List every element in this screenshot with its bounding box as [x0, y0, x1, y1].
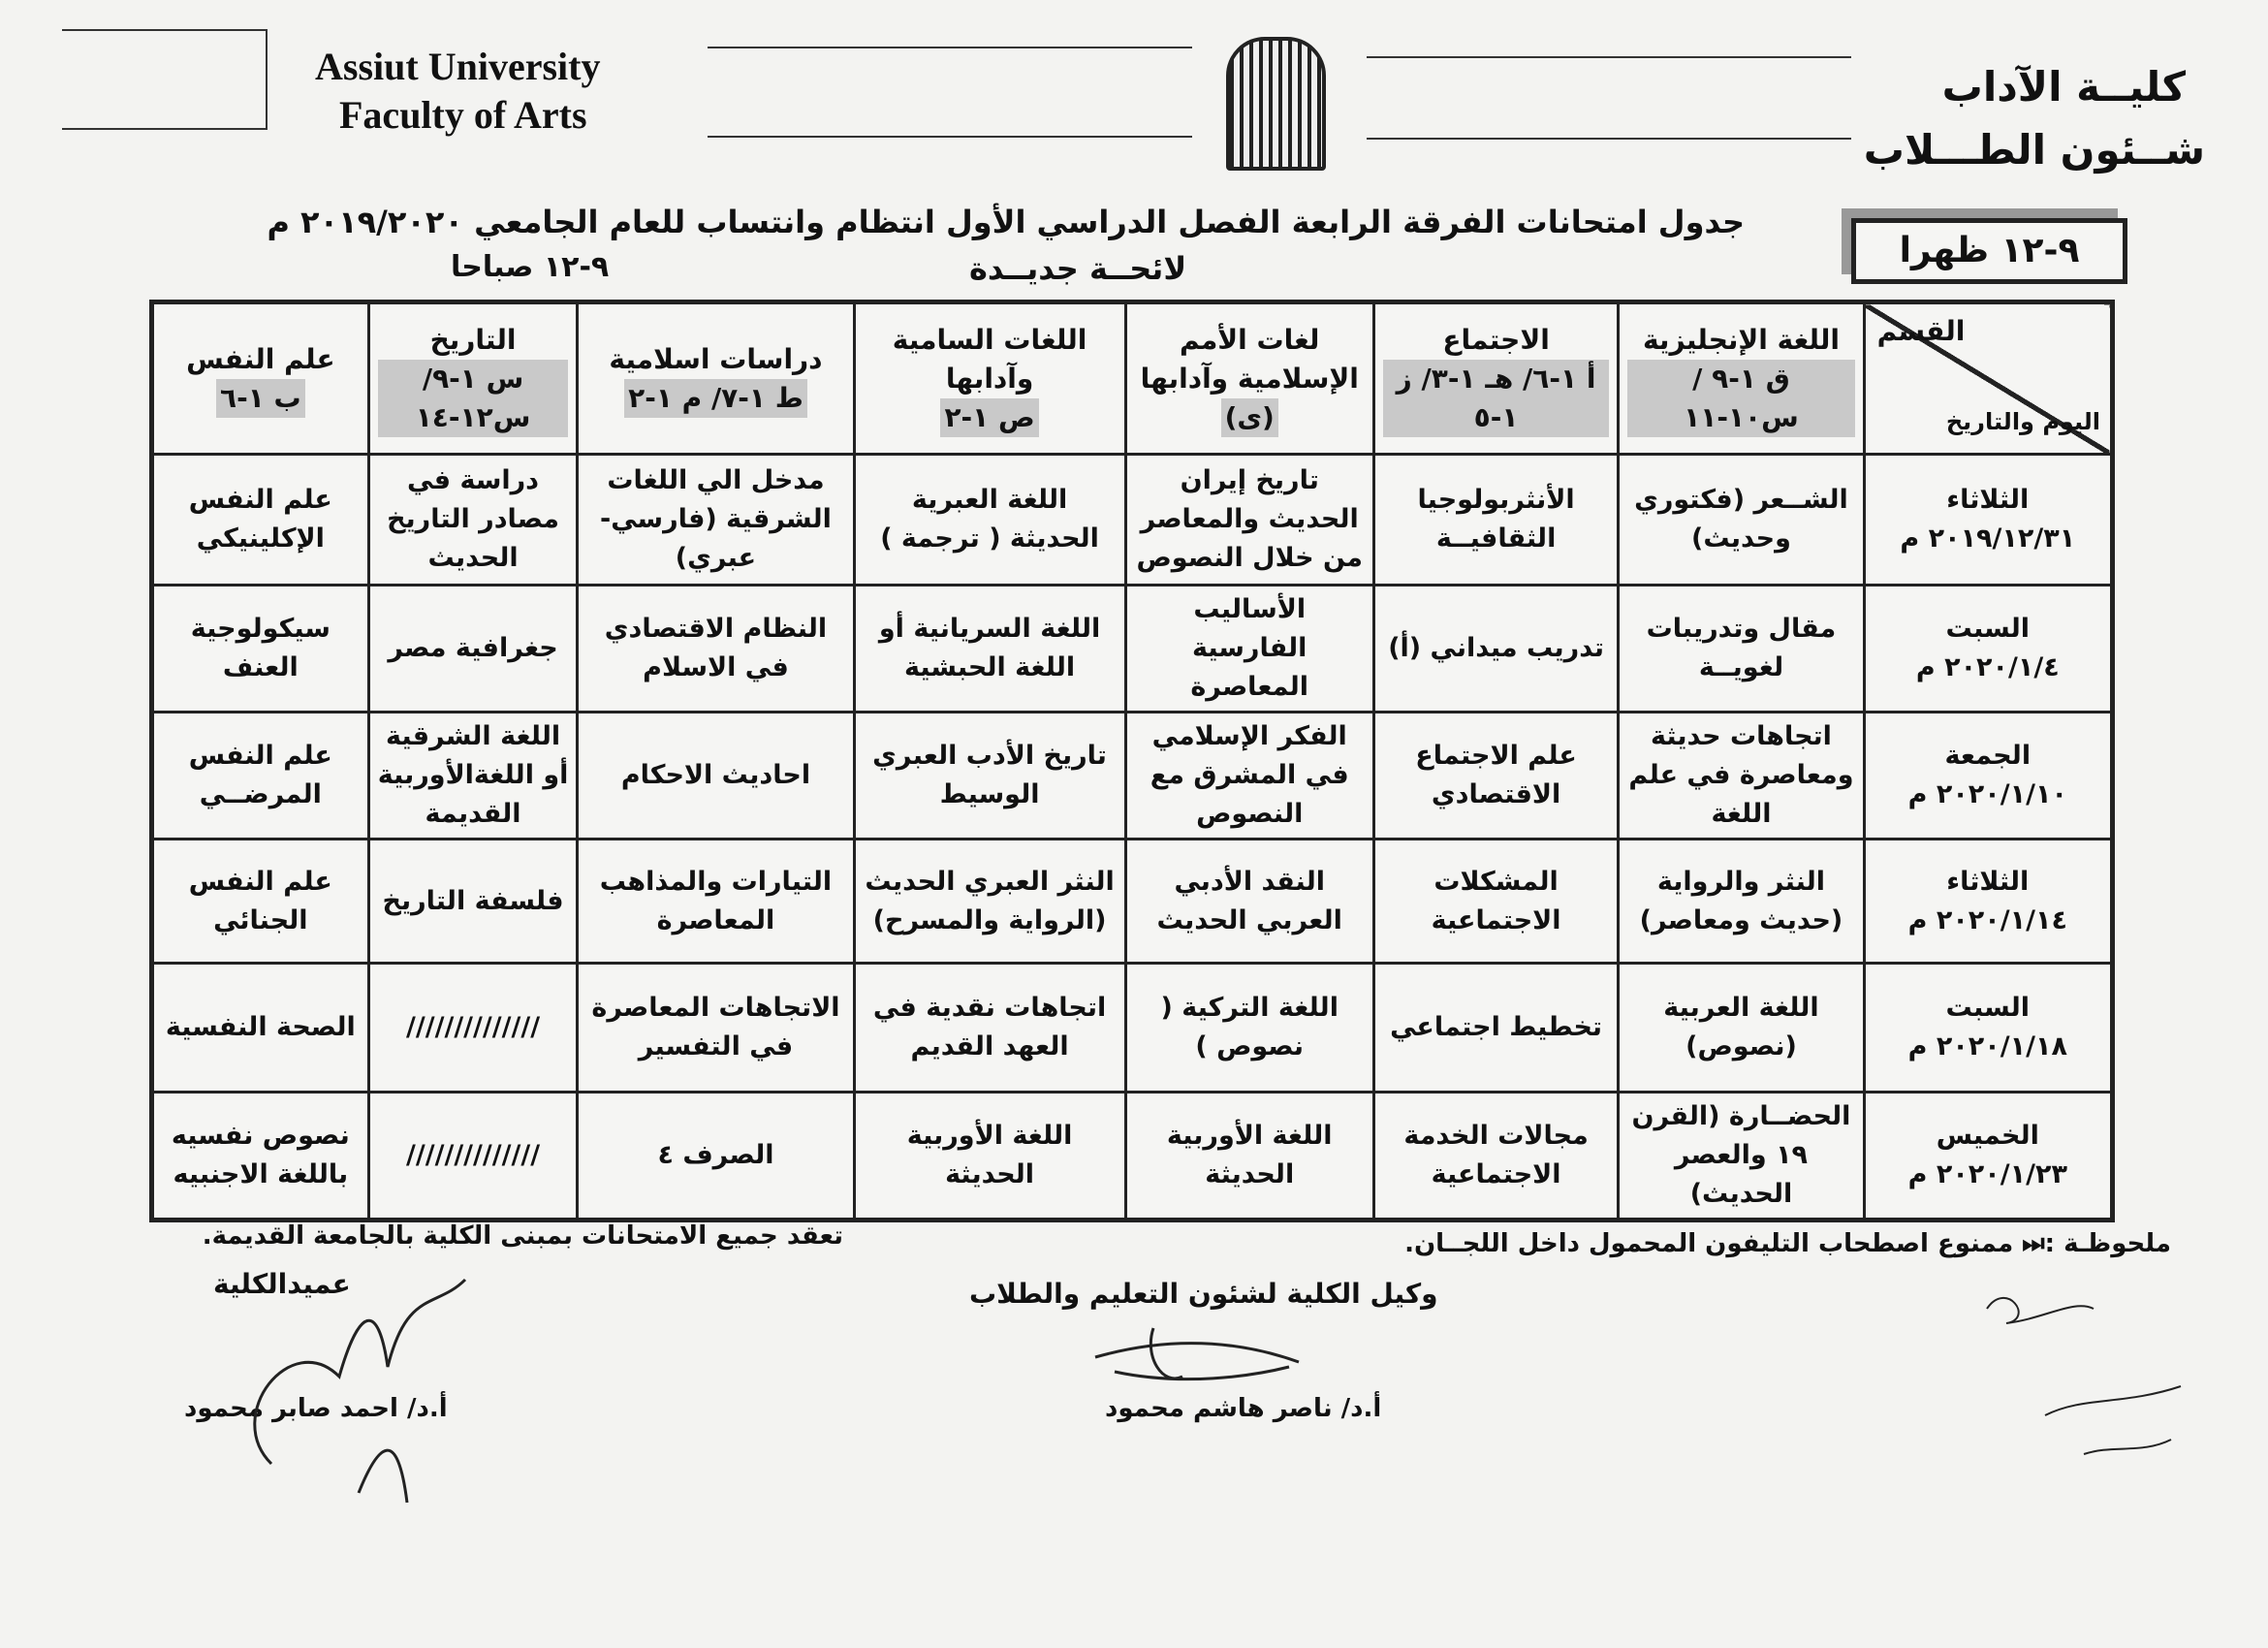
exam-cell: الأنثربولوجيا الثقافيــة: [1373, 455, 1619, 586]
date-cell: السبت ٢٠٢٠/١/٤ م: [1864, 586, 2112, 713]
date-cell: الثلاثاء ٢٠١٩/١٢/٣١ م: [1864, 455, 2112, 586]
exam-cell: تدريب ميداني (أ): [1373, 586, 1619, 713]
exam-cell: //////////////: [368, 1093, 578, 1220]
corner-top: القسم: [1876, 315, 1966, 347]
exam-cell: النثر العبري الحديث (الرواية والمسرح): [854, 840, 1125, 964]
exam-cell: علم النفس الجنائي: [152, 840, 369, 964]
corner-bottom: اليوم والتاريخ: [1945, 408, 2100, 435]
column-header: علم النفس ب ١-٦: [152, 302, 369, 455]
faculty-name-ar: كليــة الآداب: [1941, 63, 2186, 111]
exam-cell: تاريخ الأدب العبري الوسيط: [854, 713, 1125, 840]
vice-dean-name: أ.د/ ناصر هاشم محمود: [1105, 1394, 1382, 1423]
exam-cell: اللغة التركية ( نصوص ): [1125, 964, 1373, 1093]
exam-cell: اللغة العربية (نصوص): [1619, 964, 1864, 1093]
handwritten-note: [1968, 1280, 2220, 1474]
table-row: [152, 586, 2113, 713]
column-header: اللغات السامية وآدابها ص ١-٢: [854, 302, 1125, 455]
exam-cell: الشــعر (فكتوري وحديث): [1619, 455, 1864, 586]
exam-cell: تخطيط اجتماعي: [1373, 964, 1619, 1093]
table-row: [152, 713, 2113, 840]
table-row: [152, 455, 2113, 586]
exam-cell: الحضــارة (القرن ١٩ والعصر الحديث): [1619, 1093, 1864, 1220]
exam-cell: النثر والرواية (حديث ومعاصر): [1619, 840, 1864, 964]
vice-dean-signature: [1086, 1318, 1308, 1396]
corner-cell: [1864, 302, 2112, 455]
location-note: تعقد جميع الامتحانات بمبنى الكلية بالجامعة القديمة.: [202, 1221, 843, 1251]
phone-note: ملحوظـة :⏭ ممنوع اصطحاب التليفون المحمول داخل اللجــان.: [1404, 1229, 2171, 1258]
university-logo: [1226, 37, 1326, 171]
column-header: دراسات اسلامية ط ١-٧/ م ١-٢: [578, 302, 854, 455]
dean-name: أ.د/ احمد صابر محمود: [184, 1394, 448, 1423]
exam-cell: الأساليب الفارسية المعاصرة: [1125, 586, 1373, 713]
faculty-name: Faculty of Arts: [339, 93, 587, 137]
exam-cell: النقد الأدبي العربي الحديث: [1125, 840, 1373, 964]
table-row: [152, 964, 2113, 1093]
header-frame: [62, 29, 268, 130]
university-name: Assiut University: [315, 45, 601, 88]
table-row: [152, 840, 2113, 964]
exam-time: ٩-١٢ صباحا: [451, 250, 610, 284]
exam-cell: النظام الاقتصادي في الاسلام: [578, 586, 854, 713]
exam-cell: اللغة العبرية الحديثة ( ترجمة ): [854, 455, 1125, 586]
date-cell: الجمعة ٢٠٢٠/١/١٠ م: [1864, 713, 2112, 840]
exam-cell: مجالات الخدمة الاجتماعية: [1373, 1093, 1619, 1220]
exam-cell: الفكر الإسلامي في المشرق مع النصوص: [1125, 713, 1373, 840]
date-cell: الثلاثاء ٢٠٢٠/١/١٤ م: [1864, 840, 2112, 964]
vice-dean-title: وكيل الكلية لشئون التعليم والطلاب: [969, 1278, 1438, 1310]
exam-cell: جغرافية مصر: [368, 586, 578, 713]
exam-cell: اتجاهات نقدية في العهد القديم: [854, 964, 1125, 1093]
exam-cell: اللغة الشرقية أو اللغةالأوربية القديمة: [368, 713, 578, 840]
dean-signature: [213, 1270, 504, 1522]
exam-cell: التيارات والمذاهب المعاصرة: [578, 840, 854, 964]
dean-title: عميدالكلية: [213, 1268, 351, 1300]
time-box-label: ٩-١٢ ظهرا: [1899, 231, 2080, 270]
exam-cell: نصوص نفسيه باللغة الاجنبيه: [152, 1093, 369, 1220]
exam-cell: احاديث الاحكام: [578, 713, 854, 840]
exam-cell: الاتجاهات المعاصرة في التفسير: [578, 964, 854, 1093]
exam-schedule-table: [149, 300, 2115, 1222]
exam-cell: علم النفس المرضــي: [152, 713, 369, 840]
exam-cell: الصحة النفسية: [152, 964, 369, 1093]
date-cell: الخميس ٢٠٢٠/١/٢٣ م: [1864, 1093, 2112, 1220]
exam-cell: اللغة الأوربية الحديثة: [854, 1093, 1125, 1220]
exam-cell: مدخل الي اللغات الشرقية (فارسي-عبري): [578, 455, 854, 586]
exam-cell: المشكلات الاجتماعية: [1373, 840, 1619, 964]
exam-cell: //////////////: [368, 964, 578, 1093]
exam-cell: دراسة في مصادر التاريخ الحديث: [368, 455, 578, 586]
exam-cell: تاريخ إيران الحديث والمعاصر من خلال النصوص: [1125, 455, 1373, 586]
exam-cell: علم النفس الإكلينيكي: [152, 455, 369, 586]
student-affairs: شــئون الطـــلاب: [1863, 126, 2205, 174]
exam-cell: علم الاجتماع الاقتصادي: [1373, 713, 1619, 840]
date-cell: السبت ٢٠٢٠/١/١٨ م: [1864, 964, 2112, 1093]
column-header: الاجتماع أ ١-٦/ هـ ١-٣/ ز ١-٥: [1373, 302, 1619, 455]
exam-cell: اللغة السريانية أو اللغة الحبشية: [854, 586, 1125, 713]
table-header-row: [152, 302, 2113, 455]
regulation: لائحــة جديــدة: [969, 250, 1187, 287]
exam-cell: فلسفة التاريخ: [368, 840, 578, 964]
exam-cell: اللغة الأوربية الحديثة: [1125, 1093, 1373, 1220]
page-title: جدول امتحانات الفرقة الرابعة الفصل الدراسي الأول انتظام وانتساب للعام الجامعي ٢٠١٩/٢٠٢٠ م: [267, 204, 1745, 240]
column-header: التاريخ س ١-٩/ س١٢-١٤: [368, 302, 578, 455]
exam-cell: اتجاهات حديثة ومعاصرة في علم اللغة: [1619, 713, 1864, 840]
exam-cell: سيكولوجية العنف: [152, 586, 369, 713]
column-header: لغات الأمم الإسلامية وآدابها (ى): [1125, 302, 1373, 455]
table-row: [152, 1093, 2113, 1220]
exam-cell: الصرف ٤: [578, 1093, 854, 1220]
column-header: اللغة الإنجليزية ق ١-٩ / س١٠-١١: [1619, 302, 1864, 455]
exam-cell: مقال وتدريبات لغويــة: [1619, 586, 1864, 713]
time-box: [1851, 218, 2127, 284]
